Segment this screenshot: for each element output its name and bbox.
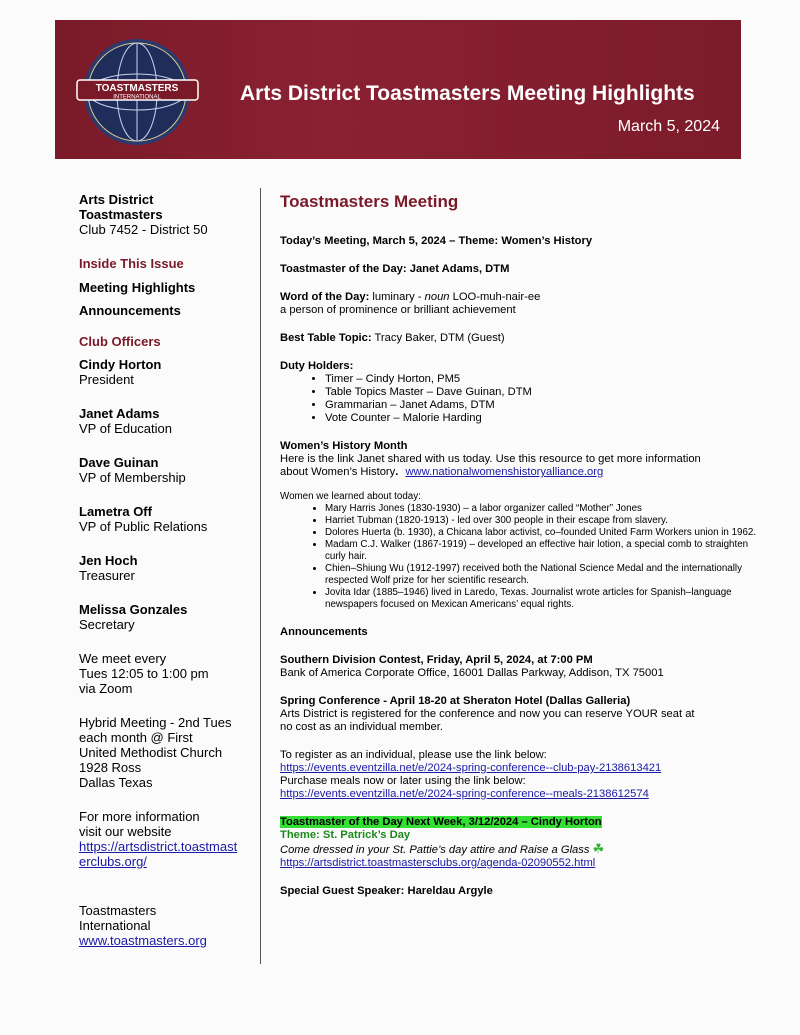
registration-info	[280, 749, 760, 801]
more-info-line: For more information	[79, 809, 200, 824]
svg-text:TOASTMASTERS: TOASTMASTERS	[95, 83, 179, 94]
officer-role: Secretary	[79, 617, 135, 632]
ti-line: International	[79, 918, 151, 933]
newsletter-title: Arts District Toastmasters Meeting Highlights	[240, 82, 695, 105]
sidebar	[79, 192, 254, 948]
spring-text: no cost as an individual member.	[280, 721, 443, 733]
schedule-line: We meet every	[79, 651, 167, 666]
spring-conference	[280, 695, 760, 734]
wod-label: Word of the Day:	[280, 291, 370, 303]
whm-text: Here is the link Janet shared with us today. Use this resource to get more information	[280, 453, 701, 465]
announcements-heading: Announcements	[280, 626, 368, 638]
officer-name: Dave Guinan	[79, 455, 159, 470]
officer-role: VP of Membership	[79, 470, 186, 485]
officer-role: President	[79, 372, 134, 387]
woman-item: • Jovita Idar (1885–1946) lived in Laredo, Texas. Journalist wrote articles for Spanish–language newspapers focused on Mexican Americans’ equal rights.	[325, 587, 760, 611]
duty-item: • Vote Counter – Malorie Harding	[325, 412, 760, 425]
duty-item: • Grammarian – Janet Adams, DTM	[325, 399, 760, 412]
contest-heading: Southern Division Contest, Friday, April 5, 2024, at 7:00 PM	[280, 654, 593, 666]
whm-text: about Women’s History	[280, 466, 396, 478]
officer-entry	[79, 406, 254, 436]
hybrid-line: United Methodist Church	[79, 745, 223, 760]
duty-heading: Duty Holders:	[280, 360, 354, 372]
best-table-topic	[280, 332, 760, 345]
agenda-link[interactable]: https://artsdistrict.toastmastersclubs.org/agenda-02090552.html	[280, 857, 596, 869]
officer-role: VP of Education	[79, 421, 172, 436]
officer-entry	[79, 602, 254, 632]
special-guest	[280, 885, 760, 898]
hybrid-line: 1928 Ross	[79, 760, 142, 775]
btt-value: Tracy Baker, DTM (Guest)	[374, 332, 505, 344]
next-week-highlight: Toastmaster of the Day Next Week, 3/12/2024 – Cindy Horton	[280, 816, 602, 828]
whm-period: .	[395, 466, 399, 478]
spring-heading: Spring Conference - April 18-20 at Sheraton Hotel (Dallas Galleria)	[280, 695, 631, 707]
toastmaster-of-day	[280, 263, 760, 276]
club-officers-heading: Club Officers	[79, 334, 161, 349]
wod-part-of-speech: noun	[424, 291, 450, 303]
hybrid-line: each month @ First	[79, 730, 193, 745]
more-info	[79, 809, 254, 869]
officer-entry	[79, 357, 254, 387]
contest-announcement	[280, 654, 760, 680]
hybrid-meeting-info	[79, 715, 254, 790]
svg-text:INTERNATIONAL: INTERNATIONAL	[113, 94, 161, 101]
meals-link[interactable]: https://events.eventzilla.net/e/2024-spring-conference--meals-2138612574	[280, 788, 649, 800]
todays-meeting: Today’s Meeting, March 5, 2024 – Theme: Women’s History	[280, 235, 593, 247]
officer-name: Jen Hoch	[79, 553, 138, 568]
woman-item: • Mary Harris Jones (1830-1930) – a labor organizer called “Mother” Jones	[325, 503, 760, 515]
meeting-schedule	[79, 651, 254, 696]
duty-holders	[280, 360, 760, 425]
officer-role: Treasurer	[79, 568, 135, 583]
spring-text: Arts District is registered for the conference and now you can reserve YOUR seat at	[280, 708, 695, 720]
officer-name: Cindy Horton	[79, 357, 162, 372]
schedule-line: via Zoom	[79, 681, 133, 696]
officer-name: Melissa Gonzales	[79, 602, 188, 617]
ti-info	[79, 903, 254, 948]
toastmasters-link[interactable]: www.toastmasters.org	[79, 933, 207, 948]
officer-entry	[79, 553, 254, 583]
toc-item[interactable]: Meeting Highlights	[79, 280, 196, 295]
hybrid-line: Hybrid Meeting - 2nd Tues	[79, 715, 232, 730]
tmod-label: Toastmaster of the Day:	[280, 263, 407, 275]
officer-entry	[79, 504, 254, 534]
inside-issue-heading: Inside This Issue	[79, 256, 184, 271]
officer-name: Janet Adams	[79, 406, 160, 421]
wod-definition: a person of prominence or brilliant achievement	[280, 304, 516, 316]
register-text: To register as an individual, please use the link below:	[280, 749, 547, 761]
next-week-theme: Theme: St. Patrick’s Day	[280, 829, 411, 841]
club-number: Club 7452 - District 50	[79, 222, 208, 237]
whm-heading: Women’s History Month	[280, 440, 408, 452]
woman-item: • Harriet Tubman (1820-1913) - led over 300 people in their escape from slavery.	[325, 515, 760, 527]
women-intro: Women we learned about today:	[280, 491, 421, 502]
meals-text: Purchase meals now or later using the link below:	[280, 775, 526, 787]
officer-name: Lametra Off	[79, 504, 152, 519]
duty-item: • Table Topics Master – Dave Guinan, DTM	[325, 386, 760, 399]
toc-item[interactable]: Announcements	[79, 303, 181, 318]
toastmasters-logo	[75, 36, 200, 148]
club-name: Toastmasters	[79, 207, 163, 222]
tmod-value: Janet Adams, DTM	[409, 263, 510, 275]
register-link[interactable]: https://events.eventzilla.net/e/2024-spring-conference--club-pay-2138613421	[280, 762, 662, 774]
main-content	[280, 192, 760, 898]
duty-item: • Timer – Cindy Horton, PM5	[325, 373, 760, 386]
section-title: Toastmasters Meeting	[280, 192, 459, 211]
word-of-day	[280, 291, 760, 317]
four-leaf-clover-icon: ☘	[592, 841, 605, 856]
guest-label: Special Guest Speaker:	[280, 885, 405, 897]
women-list-section	[280, 491, 760, 611]
woman-item: • Madam C.J. Walker (1867-1919) – developed an effective hair lotion, a special comb to straighten curly hair.	[325, 539, 760, 563]
more-info-line: visit our website	[79, 824, 172, 839]
next-week-note: Come dressed in your St. Pattie’s day attire and Raise a Glass	[280, 844, 590, 856]
club-website-link[interactable]: https://artsdistrict.toastmasterclubs.org/	[79, 839, 238, 869]
ti-line: Toastmasters	[79, 903, 157, 918]
next-week-section	[280, 816, 760, 870]
guest-value: Hareldau Argyle	[407, 885, 493, 897]
hybrid-line: Dallas Texas	[79, 775, 153, 790]
woman-item: • Dolores Huerta (b. 1930), a Chicana labor activist, co–founded United Farm Workers union in 1962.	[325, 527, 760, 539]
club-name: Arts District	[79, 192, 154, 207]
officer-role: VP of Public Relations	[79, 519, 208, 534]
column-divider	[260, 188, 261, 964]
contest-text: Bank of America Corporate Office, 16001 Dallas Parkway, Addison, TX 75001	[280, 667, 664, 679]
whm-link[interactable]: www.nationalwomenshistoryalliance.org	[405, 466, 604, 478]
officer-entry	[79, 455, 254, 485]
btt-label: Best Table Topic:	[280, 332, 372, 344]
wod-word: luminary -	[372, 291, 422, 303]
schedule-line: Tues 12:05 to 1:00 pm	[79, 666, 209, 681]
woman-item: • Chien–Shiung Wu (1912-1997) received both the National Science Medal and the internationally respected Wolf prize for her scientific research.	[325, 563, 760, 587]
newsletter-date: March 5, 2024	[617, 118, 720, 135]
womens-history-section	[280, 440, 760, 479]
wod-pronunciation: LOO-muh-nair-ee	[452, 291, 541, 303]
